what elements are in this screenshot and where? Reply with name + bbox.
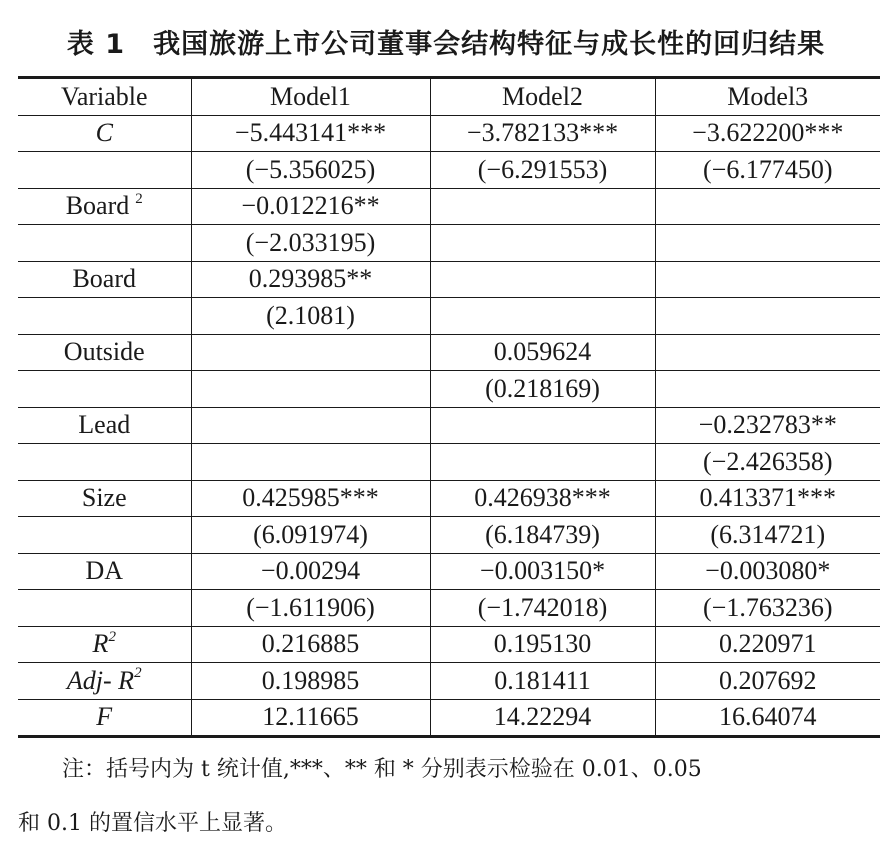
variable-label: [18, 699, 191, 737]
table-cell-model1: (2.1081): [191, 298, 430, 335]
variable-label: [18, 444, 191, 481]
table-cell-model2: [430, 225, 655, 262]
variable-label: [18, 225, 191, 262]
table-cell-model1: −0.012216**: [191, 188, 430, 225]
table-cell-model1: −0.00294: [191, 553, 430, 590]
variable-label: [18, 663, 191, 700]
table-cell-model3: [655, 298, 880, 335]
table-cell-model1: (6.091974): [191, 517, 430, 554]
table-row: [18, 699, 880, 737]
variable-label-text: Lead: [78, 410, 131, 440]
variable-label: [18, 371, 191, 408]
table-body: [18, 115, 880, 737]
table-row: [18, 261, 880, 298]
table-cell-model3: (−1.763236): [655, 590, 880, 627]
variable-label: [18, 298, 191, 335]
table-cell-model3: −3.622200***: [655, 115, 880, 152]
table-row: [18, 334, 880, 371]
table-cell-model1: 0.425985***: [191, 480, 430, 517]
table-cell-model2: −3.782133***: [430, 115, 655, 152]
variable-label-text: Board: [65, 191, 130, 221]
variable-label-text: Adj- R: [66, 665, 135, 695]
table-cell-model2: 0.181411: [430, 663, 655, 700]
table-cell-model2: 0.426938***: [430, 480, 655, 517]
table-cell-model3: (6.314721): [655, 517, 880, 554]
table-cell-model2: [430, 298, 655, 335]
table-cell-model3: [655, 188, 880, 225]
table-row: [18, 553, 880, 590]
table-cell-model1: (−5.356025): [191, 152, 430, 189]
table-row: [18, 225, 880, 262]
table-cell-model1: 0.198985: [191, 663, 430, 700]
table-cell-model3: 0.413371***: [655, 480, 880, 517]
table-cell-model2: (−1.742018): [430, 590, 655, 627]
variable-label: [18, 517, 191, 554]
variable-label: [18, 626, 191, 663]
table-cell-model3: 0.220971: [655, 626, 880, 663]
table-cell-model3: (−6.177450): [655, 152, 880, 189]
table-cell-model1: 12.11665: [191, 699, 430, 737]
table-row: [18, 663, 880, 700]
variable-label-text: Outside: [63, 337, 145, 367]
header-model1: Model1: [191, 78, 430, 116]
table-cell-model1: [191, 334, 430, 371]
variable-label: [18, 480, 191, 517]
variable-label-text: DA: [85, 556, 124, 586]
table-cell-model2: 0.059624: [430, 334, 655, 371]
table-note-line1: 注：括号内为 t 统计值,***、** 和 * 分别表示检验在 0.01、0.05: [62, 757, 702, 782]
variable-label: [18, 553, 191, 590]
variable-label: [18, 334, 191, 371]
variable-label: [18, 188, 191, 225]
table-cell-model2: (0.218169): [430, 371, 655, 408]
table-row: [18, 371, 880, 408]
regression-table: [18, 76, 880, 738]
table-row: [18, 115, 880, 152]
table-cell-model2: [430, 261, 655, 298]
table-cell-model3: [655, 334, 880, 371]
table-row: [18, 152, 880, 189]
variable-label: [18, 115, 191, 152]
table-row: [18, 517, 880, 554]
variable-label-text: Board: [72, 264, 137, 294]
table-cell-model1: [191, 371, 430, 408]
table-cell-model2: [430, 407, 655, 444]
variable-label-text: F: [96, 702, 113, 732]
variable-label-superscript: 2: [134, 665, 142, 682]
table-cell-model2: (−6.291553): [430, 152, 655, 189]
table-cell-model1: [191, 444, 430, 481]
variable-label-superscript: 2: [135, 190, 143, 207]
table-cell-model1: (−2.033195): [191, 225, 430, 262]
table-cell-model2: [430, 444, 655, 481]
header-variable: Variable: [18, 78, 191, 116]
variable-label: [18, 590, 191, 627]
variable-label-text: Size: [81, 483, 127, 513]
table-row: [18, 407, 880, 444]
variable-label: [18, 152, 191, 189]
table-cell-model2: 0.195130: [430, 626, 655, 663]
variable-label-superscript: 2: [108, 628, 116, 645]
variable-label-text: C: [95, 118, 113, 148]
header-model3: Model3: [655, 78, 880, 116]
table-row: [18, 480, 880, 517]
table-cell-model3: 0.207692: [655, 663, 880, 700]
table-cell-model1: 0.293985**: [191, 261, 430, 298]
table-cell-model1: [191, 407, 430, 444]
table-cell-model2: 14.22294: [430, 699, 655, 737]
table-note-line2: 和 0.1 的置信水平上显著。: [18, 811, 287, 836]
variable-label: [18, 261, 191, 298]
table-cell-model2: [430, 188, 655, 225]
variable-label-text: R: [92, 629, 109, 659]
table-cell-model1: −5.443141***: [191, 115, 430, 152]
table-cell-model3: (−2.426358): [655, 444, 880, 481]
table-cell-model2: (6.184739): [430, 517, 655, 554]
table-row: [18, 188, 880, 225]
table-cell-model1: 0.216885: [191, 626, 430, 663]
table-row: [18, 590, 880, 627]
header-model2: Model2: [430, 78, 655, 116]
table-row: [18, 444, 880, 481]
table-cell-model1: (−1.611906): [191, 590, 430, 627]
table-row: [18, 298, 880, 335]
header-row: [18, 78, 880, 116]
table-row: [18, 626, 880, 663]
table-cell-model3: 16.64074: [655, 699, 880, 737]
variable-label: [18, 407, 191, 444]
table-cell-model3: −0.003080*: [655, 553, 880, 590]
table-title: 表 1 我国旅游上市公司董事会结构特征与成长性的回归结果: [66, 29, 826, 60]
table-cell-model2: −0.003150*: [430, 553, 655, 590]
table-cell-model3: [655, 371, 880, 408]
table-cell-model3: −0.232783**: [655, 407, 880, 444]
table-cell-model3: [655, 225, 880, 262]
table-cell-model3: [655, 261, 880, 298]
